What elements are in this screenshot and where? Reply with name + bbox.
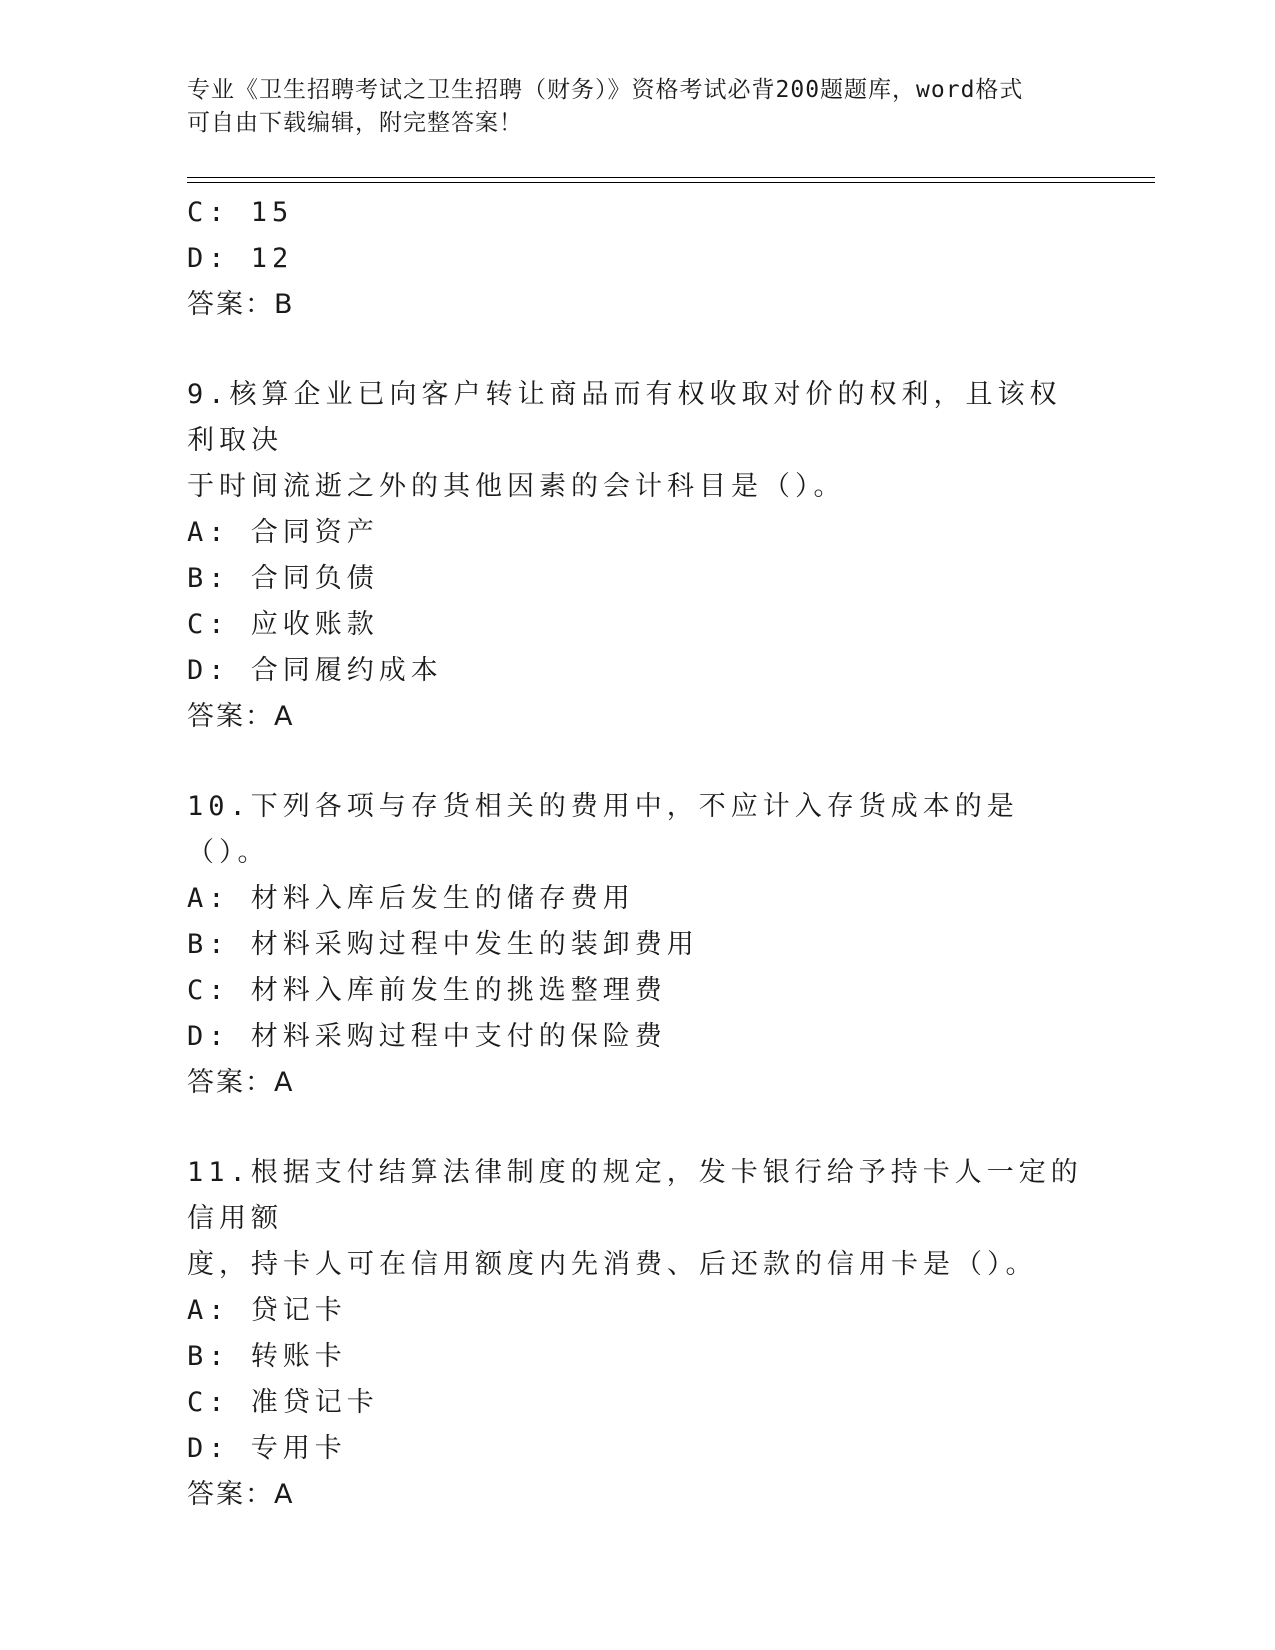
question-stem-line: 10.下列各项与存货相关的费用中，不应计入存货成本的是（）。	[187, 791, 1019, 868]
answer-line: 答案：A	[187, 701, 295, 732]
option-a: A: 合同资产	[187, 517, 379, 548]
answer-line: 答案：B	[187, 289, 295, 320]
previous-question-tail	[187, 190, 1087, 328]
answer-line: 答案：A	[187, 1479, 295, 1510]
answer-line: 答案：A	[187, 1067, 295, 1098]
option-d: D: 12	[187, 243, 294, 274]
question-stem-line: 11.根据支付结算法律制度的规定，发卡银行给予持卡人一定的信用额	[187, 1157, 1083, 1234]
header-divider-bottom	[187, 182, 1155, 183]
header-divider-top	[187, 177, 1155, 178]
document-header	[187, 74, 1067, 140]
question-stem-line: 于时间流逝之外的其他因素的会计科目是（）。	[187, 471, 846, 502]
option-b: B: 材料采购过程中发生的装卸费用	[187, 929, 699, 960]
document-body	[187, 190, 1087, 1518]
question-stem-line: 9.核算企业已向客户转让商品而有权收取对价的权利，且该权利取决	[187, 379, 1062, 456]
option-d: D: 专用卡	[187, 1433, 347, 1464]
question-block-10	[187, 784, 1087, 1106]
option-b: B: 合同负债	[187, 563, 379, 594]
option-c: C: 应收账款	[187, 609, 379, 640]
question-block-11	[187, 1150, 1087, 1518]
option-a: A: 材料入库后发生的储存费用	[187, 883, 635, 914]
question-stem-line: 度，持卡人可在信用额度内先消费、后还款的信用卡是（）。	[187, 1249, 1038, 1280]
option-c: C: 准贷记卡	[187, 1387, 379, 1418]
header-line-2: 可自由下载编辑，附完整答案！	[187, 110, 523, 136]
spacer	[187, 740, 1087, 784]
option-b: B: 转账卡	[187, 1341, 347, 1372]
spacer	[187, 328, 1087, 372]
option-c: C: 材料入库前发生的挑选整理费	[187, 975, 667, 1006]
option-c: C: 15	[187, 197, 294, 228]
header-line-1: 专业《卫生招聘考试之卫生招聘（财务）》资格考试必背200题题库，word格式	[187, 77, 1024, 103]
option-d: D: 材料采购过程中支付的保险费	[187, 1021, 667, 1052]
question-block-9	[187, 372, 1087, 740]
option-d: D: 合同履约成本	[187, 655, 443, 686]
option-a: A: 贷记卡	[187, 1295, 347, 1326]
spacer	[187, 1106, 1087, 1150]
